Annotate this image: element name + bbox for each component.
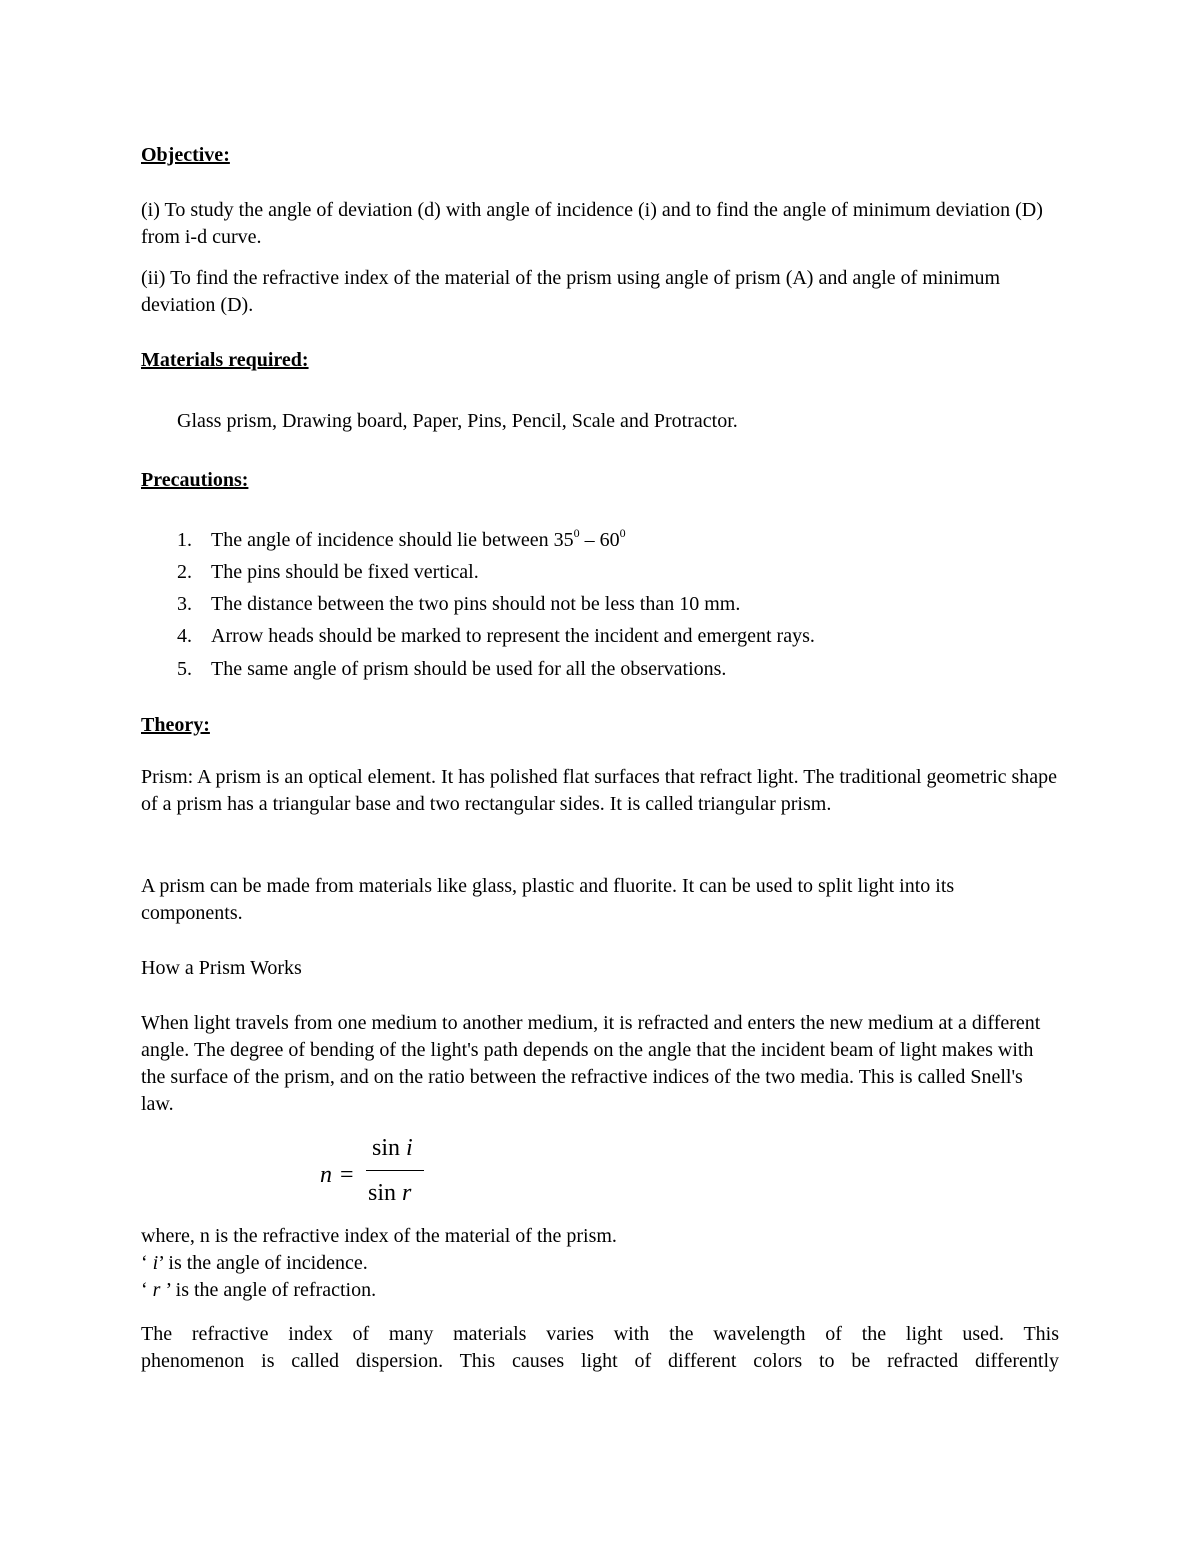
objective-heading: Objective:	[141, 144, 230, 166]
objective-item-1: (i) To study the angle of deviation (d) with angle of incidence (i) and to find the angle of minimum deviation (D) from i-d curve.	[141, 199, 1043, 248]
list-number: 4.	[177, 625, 192, 647]
incidence-definition: ‘ i’ is the angle of incidence.	[141, 1252, 368, 1274]
list-number: 3.	[177, 593, 192, 615]
list-text: The pins should be fixed vertical.	[211, 561, 479, 583]
list-text: The same angle of prism should be used for all the observations.	[211, 658, 727, 680]
list-number: 1.	[177, 529, 192, 551]
fraction-bar	[366, 1170, 424, 1171]
precaution-item	[177, 623, 815, 650]
precaution-item	[177, 591, 740, 618]
list-text: Arrow heads should be marked to represent the incident and emergent rays.	[211, 625, 815, 647]
theory-paragraph-3: When light travels from one medium to another medium, it is refracted and enters the new medium at a different angle. The degree of bending of the light's path depends on the angle that the incident beam of light makes with the surface of the prism, and on the ratio between the refractive indices of the two media. This is called Snell's law.	[141, 1012, 1041, 1115]
precaution-item	[177, 559, 479, 586]
snells-law-formula	[320, 1135, 440, 1215]
where-line: where, n is the refractive index of the material of the prism.	[141, 1225, 617, 1247]
theory-paragraph-1: Prism: A prism is an optical element. It has polished flat surfaces that refract light. The traditional geometric shape of a prism has a triangular base and two rectangular sides. It is called triangular prism.	[141, 766, 1058, 815]
theory-heading: Theory:	[141, 714, 210, 736]
materials-text: Glass prism, Drawing board, Paper, Pins, Pencil, Scale and Protractor.	[177, 410, 738, 432]
formula-denominator: sin r	[368, 1180, 412, 1206]
list-text: The distance between the two pins should not be less than 10 mm.	[211, 593, 741, 615]
precaution-item	[177, 527, 626, 554]
formula-equals: =	[340, 1162, 354, 1188]
materials-heading: Materials required:	[141, 349, 309, 371]
objective-item-2: (ii) To find the refractive index of the material of the prism using angle of prism (A) and angle of minimum deviation (D).	[141, 267, 1001, 316]
formula-numerator: sin i	[372, 1135, 413, 1161]
degree-superscript: 0	[573, 526, 580, 540]
precaution-item	[177, 656, 726, 683]
theory-paragraph-4-line-2: phenomenon is called dispersion. This causes light of different colors to be refracted differently	[141, 1350, 1059, 1372]
precautions-heading: Precautions:	[141, 469, 249, 491]
list-number: 2.	[177, 561, 192, 583]
refraction-definition: ‘ r ’ is the angle of refraction.	[141, 1279, 377, 1301]
theory-paragraph-4-line-1: The refractive index of many materials varies with the wavelength of the light used. This	[141, 1323, 1059, 1345]
formula-lhs: n	[320, 1162, 332, 1188]
degree-superscript: 0	[619, 526, 626, 540]
theory-subheading: How a Prism Works	[141, 957, 302, 979]
list-text: The angle of incidence should lie between 35	[211, 529, 574, 551]
list-text-range: – 60	[579, 529, 620, 551]
list-number: 5.	[177, 658, 192, 680]
theory-paragraph-2: A prism can be made from materials like glass, plastic and fluorite. It can be used to split light into its components.	[141, 875, 955, 924]
